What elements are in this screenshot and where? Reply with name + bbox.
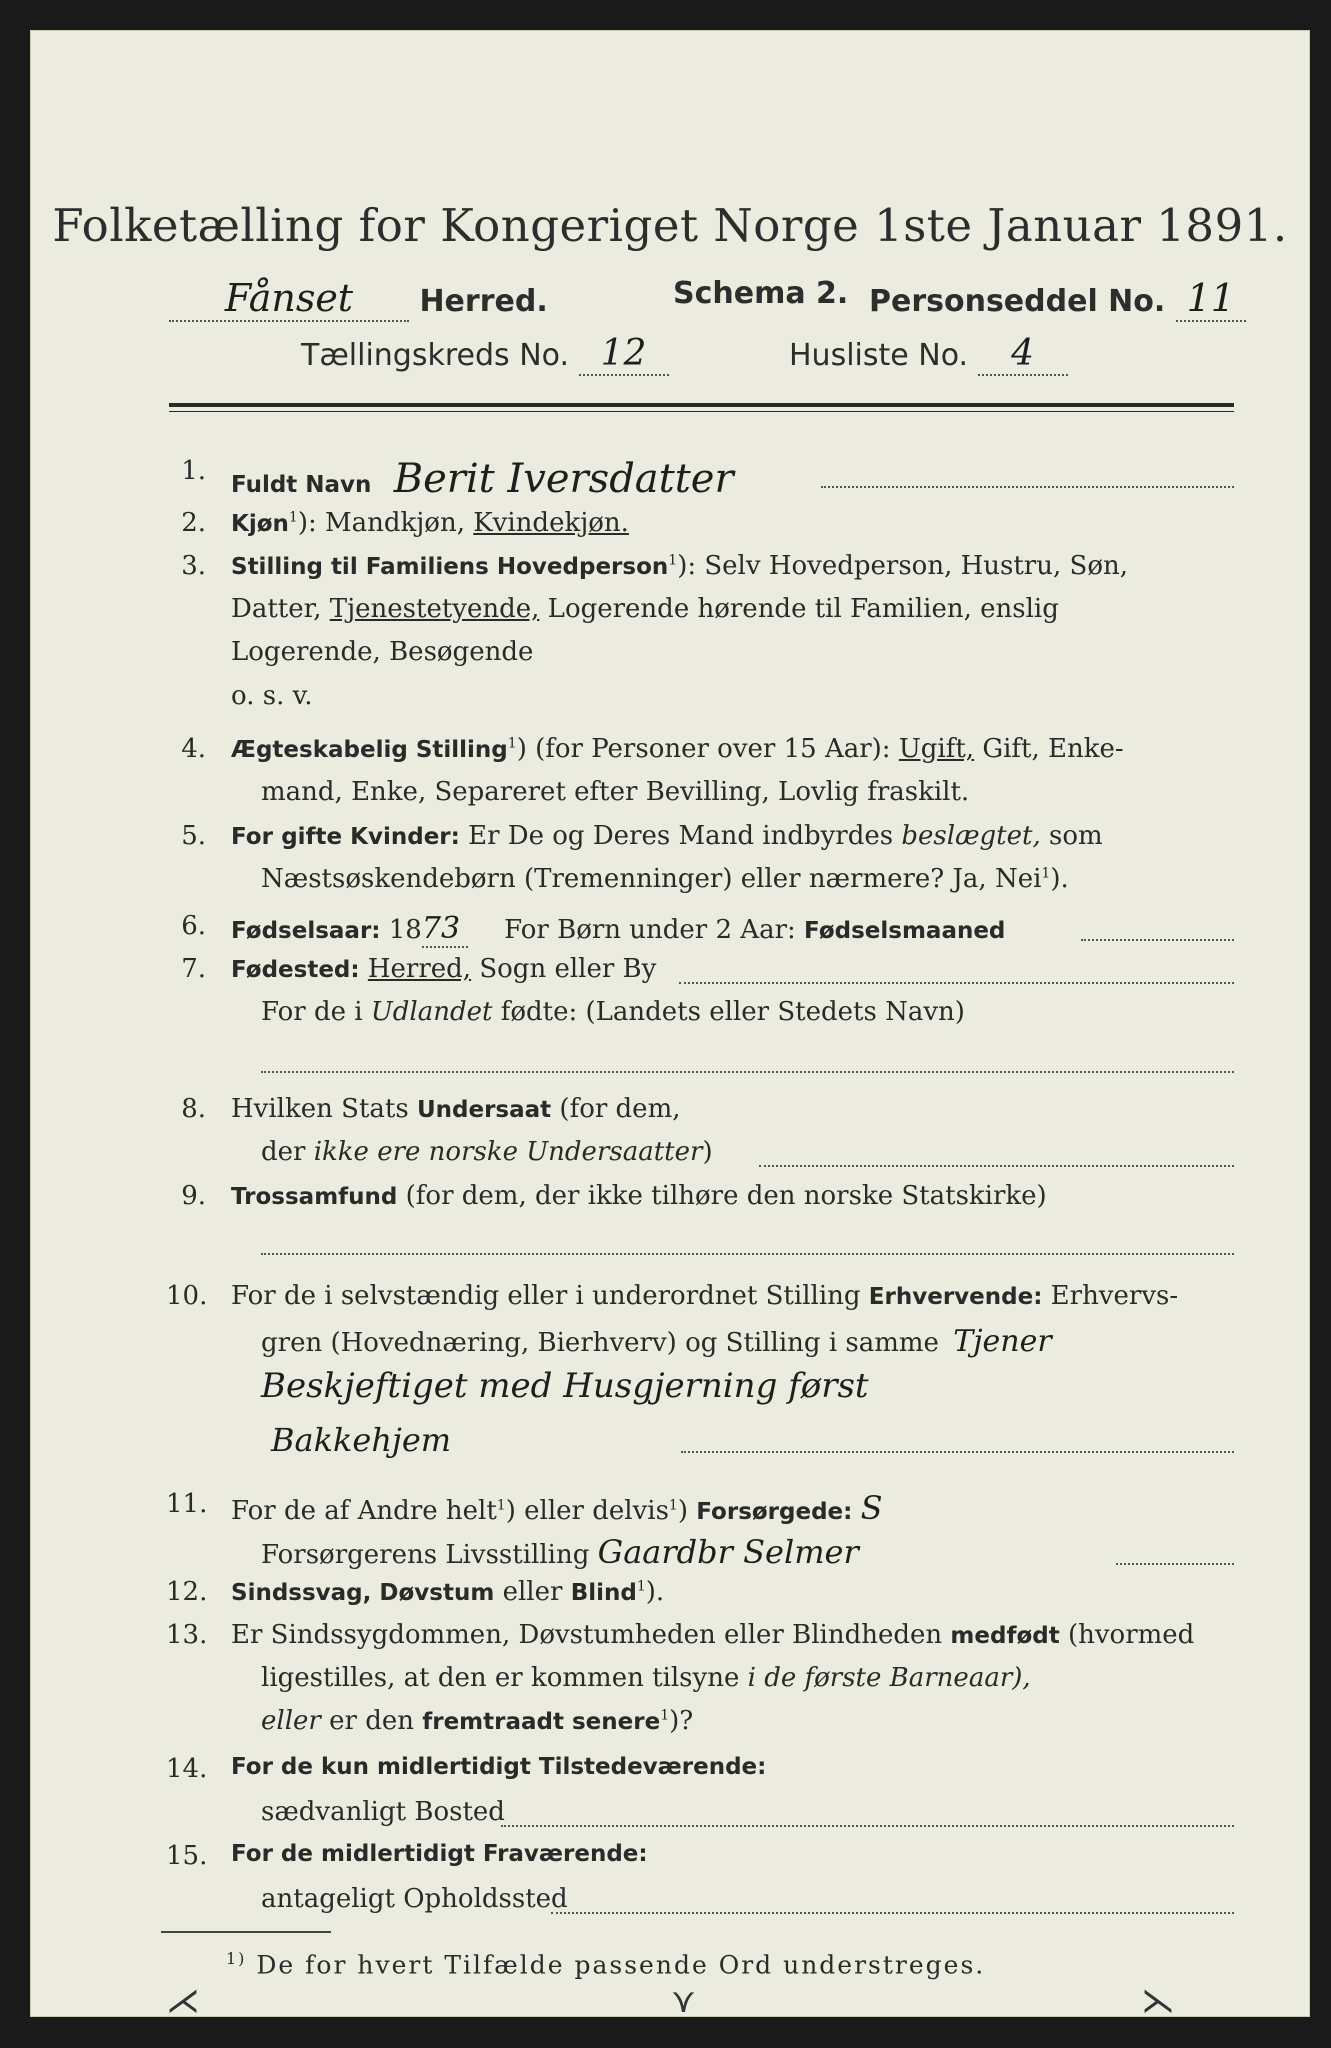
item-number: 1. xyxy=(181,456,206,486)
birth-year-value: 73 xyxy=(422,911,468,948)
schema-label: Schema 2. xyxy=(673,276,849,311)
item-number: 9. xyxy=(181,1181,206,1211)
occupation-value-1: Tjener xyxy=(953,1324,1052,1359)
footnote-ref: 1 xyxy=(288,509,298,526)
footnote-ref: 1 xyxy=(636,1578,646,1595)
congenital-text: Er Sindssygdommen, Døvstumheden eller Blindheden xyxy=(231,1620,943,1650)
religion-text: (for dem, der ikke tilhøre den norske Statskirke) xyxy=(405,1181,1047,1211)
full-name-label: Fuldt Navn xyxy=(231,472,372,498)
footnote-ref: 1 xyxy=(660,1707,670,1724)
item-number: 7. xyxy=(181,954,206,984)
fill-line xyxy=(501,1825,1234,1827)
citizenship-text: Hvilken Stats xyxy=(231,1094,409,1124)
fill-line xyxy=(261,1071,1234,1073)
abroad-text-italic: Udlandet xyxy=(370,997,493,1027)
footnote-text: De for hvert Tilfælde passende Ord understreges. xyxy=(256,1950,986,1980)
personseddel-value: 11 xyxy=(1176,276,1246,322)
footnote-ref: 1 xyxy=(668,1497,678,1514)
item-number: 6. xyxy=(181,911,206,941)
supported-value: S xyxy=(860,1489,883,1527)
occupation-text: For de i selvstændig eller i underordnet Stilling xyxy=(231,1281,861,1311)
footnote-ref: 1 xyxy=(668,552,678,569)
marital-selected: Ugift, xyxy=(898,734,975,764)
religion-label: Trossamfund xyxy=(231,1184,398,1210)
form-title: Folketælling for Kongeriget Norge 1ste Januar 1891. xyxy=(52,199,1288,252)
census-form: Folketælling for Kongeriget Norge 1ste Januar 1891. Fånset Herred. Schema 2. Personseddel No. 11 Tællingskreds No. 12 Husliste No. 4 1. Fuldt Navn Berit Iversdatter 2. Kjøn$^1$): Mandkjøn, Kvindekjøn. 3. Stilling til Familiens Hovedperson$^1$): Selv Hovedperson, Hustru, Søn, Datter, Tjenestetyende, Logerende hørende til Familien, enslig Logerende, Besøgende o. s. v. 4. Ægteskabelig Stilling$^1$) (for Personer over 15 Aar): Ugift, Gift, Enke- mand, Enke, Separeret efter Bevilling, Lovlig fraskilt. 5. For gifte Kvinder: Er De og Deres Mand indbyrdes beslægtet, som Næstsøskendebørn (Tremenninger) eller nærmere? Ja, Nei$^1$). 6. Fødselsaar: 1873 For Børn under 2 Aar: Fødselsmaaned 7. Fødested: Herred, Sogn eller By For de i Udlandet fødte: (Landets eller Stedets Navn) 8. Hvilken Stats Undersaat (for dem, der ikke ere norske Undersaatter) 9. Trossamfund (for dem, der ikke tilhøre den norske Statskirke) 10. For de i selvstændig eller i underordnet Stilling Erhvervende: Erhvervs- gren (Hovednæring, Bierhverv) og Stilling i samme Tjener Beskjeftiget med Husgjerning først Bakkehjem 11. For de af Andre helt$^1$) eller delvis$^1$) Forsørgede: S Forsørgerens Livsstilling Gaardbr Selmer 12. Sindssvag, Døvstum eller Blind$^1$). 13. Er Sindssygdommen, Døvstumheden eller Blindheden medfødt (hvormed ligestilles, at den er kommen tilsyne i de første Barneaar), eller er den fremtraadt senere$^1$)? 14. For de kun midlertidigt Tilstedeværende: sædvanligt Bosted 15. For de midlertidigt Fraværende: antageligt Opholdssted $^{1)}$ De for hvert Tilfælde passende Ord understreges. ⋌ ⋎ ⋋ xyxy=(30,30,1310,2017)
abroad-text-end: fødte: (Landets eller Stedets Navn) xyxy=(500,997,965,1027)
item-number: 11. xyxy=(166,1489,208,1519)
birth-year-prefix: 18 xyxy=(388,915,422,945)
usual-residence-text: sædvanligt Bosted xyxy=(261,1797,505,1827)
item-number: 14. xyxy=(166,1754,208,1784)
herred-label: Herred. xyxy=(419,284,548,319)
married-women-label: gifte Kvinder: xyxy=(281,824,460,850)
birthplace-options: Sogn eller By xyxy=(479,954,657,984)
married-women-label-a: For xyxy=(231,824,273,850)
sex-selected: Kvindekjøn. xyxy=(473,508,629,538)
sex-options: ): Mandkjøn, xyxy=(297,508,465,538)
temporary-present-label: For de kun midlertidigt Tilstedeværende: xyxy=(231,1754,767,1780)
later-label: fremtraadt senere xyxy=(422,1709,661,1735)
husliste-value: 4 xyxy=(978,333,1068,376)
footnote xyxy=(226,1949,985,1979)
married-women-text-end: som xyxy=(1048,821,1103,851)
registration-mark-center: ⋎ xyxy=(671,1981,696,2021)
personseddel-label: Personseddel No. xyxy=(869,284,1166,319)
footnote-ref: 1 xyxy=(1041,865,1051,882)
birth-month-text: For Børn under 2 Aar: xyxy=(504,915,796,945)
fill-line xyxy=(759,1165,1234,1167)
kreds-line xyxy=(301,333,669,376)
item-number: 4. xyxy=(181,734,206,764)
kreds-value: 12 xyxy=(579,333,669,376)
later-text-italic: eller xyxy=(261,1706,321,1736)
herred-value: Fånset xyxy=(169,276,409,322)
fill-line xyxy=(681,1451,1234,1453)
item-number: 5. xyxy=(181,821,206,851)
citizenship-text-end: (for dem, xyxy=(559,1094,681,1124)
supported-text-2: ) eller delvis xyxy=(505,1496,669,1526)
fill-line xyxy=(261,1253,1234,1255)
registration-mark-left: ⋌ xyxy=(166,1981,200,2021)
position-options-1: ): Selv Hovedperson, Hustru, Søn, xyxy=(677,551,1128,581)
herred-line xyxy=(169,276,548,322)
married-women-text: Er De og Deres Mand indbyrdes xyxy=(468,821,894,851)
item-number: 3. xyxy=(181,551,206,581)
marital-options-2: mand, Enke, Separeret efter Bevilling, Lovlig fraskilt. xyxy=(261,777,970,807)
fill-line xyxy=(679,982,1234,984)
congenital-text-end: (hvormed xyxy=(1067,1620,1195,1650)
disability-label-2: Blind xyxy=(570,1580,637,1606)
item-number: 15. xyxy=(166,1841,208,1871)
marital-options: Gift, Enke- xyxy=(982,734,1124,764)
position-label: Stilling til Familiens Hovedperson xyxy=(231,554,669,580)
disability-label: Sindssvag, Døvstum xyxy=(231,1580,495,1606)
supported-label: Forsørgede: xyxy=(696,1499,853,1525)
footnote-rule xyxy=(161,1931,331,1933)
citizenship-label: Undersaat xyxy=(416,1097,552,1123)
birth-month-label: Fødselsmaaned xyxy=(804,918,1006,944)
item-number: 12. xyxy=(166,1577,208,1607)
kreds-label: Tællingskreds No. xyxy=(301,338,569,373)
fill-line xyxy=(1116,1563,1234,1565)
item-number: 2. xyxy=(181,508,206,538)
married-women-text-italic: beslægtet, xyxy=(901,821,1041,851)
husliste-label: Husliste No. xyxy=(789,338,969,373)
provider-value: Gaardbr Selmer xyxy=(597,1533,859,1571)
congenital-label: medfødt xyxy=(950,1623,1060,1649)
occupation-text-2: gren (Hovednæring, Bierhverv) og Stilling i samme xyxy=(261,1328,939,1358)
registration-mark-right: ⋋ xyxy=(1141,1981,1175,2021)
occupation-text-end: Erhvervs- xyxy=(1050,1281,1179,1311)
item-number: 10. xyxy=(166,1281,208,1311)
personseddel-line xyxy=(869,276,1246,322)
item-number: 13. xyxy=(166,1620,208,1650)
citizenship-text-2: der xyxy=(261,1137,306,1167)
provider-text: Forsørgerens Livsstilling xyxy=(261,1540,590,1570)
married-women-text-2: Næstsøskendebørn (Tremenninger) eller nærmere? Ja, Nei xyxy=(261,864,1042,894)
position-options-4: o. s. v. xyxy=(231,681,313,711)
marital-text: ) (for Personer over 15 Aar): xyxy=(516,734,891,764)
marital-label: Ægteskabelig Stilling xyxy=(231,737,508,763)
presumed-residence-text: antageligt Opholdssted xyxy=(261,1884,568,1914)
birthplace-selected: Herred, xyxy=(367,954,472,984)
abroad-text: For de i xyxy=(261,997,363,1027)
fill-line xyxy=(821,486,1234,488)
birthplace-label: Fødested: xyxy=(231,957,360,983)
later-text-end: )? xyxy=(669,1706,694,1736)
footnote-ref: 1 xyxy=(507,735,517,752)
later-text: er den xyxy=(329,1706,414,1736)
header-rule-thick xyxy=(169,403,1234,407)
position-options-3: Logerende, Besøgende xyxy=(231,637,534,667)
supported-text: For de af Andre helt xyxy=(231,1496,497,1526)
congenital-text-italic: i de første Barneaar), xyxy=(747,1663,1031,1693)
husliste-line xyxy=(789,333,1068,376)
position-selected: Tjenestetyende, xyxy=(329,594,540,624)
footnote-ref: 1 xyxy=(496,1497,506,1514)
header-rule-thin xyxy=(169,411,1234,412)
position-option: Logerende hørende til Familien, enslig xyxy=(547,594,1059,624)
disability-text: eller xyxy=(502,1577,563,1607)
item-number: 8. xyxy=(181,1094,206,1124)
congenital-text-2: ligestilles, at den er kommen tilsyne xyxy=(261,1663,740,1693)
citizenship-text-italic: ikke ere norske Undersaatter xyxy=(313,1137,703,1167)
occupation-value-2: Beskjeftiget med Husgjerning først xyxy=(261,1366,869,1406)
occupation-label: Erhvervende: xyxy=(868,1284,1043,1310)
sex-label: Kjøn xyxy=(231,511,289,537)
temporary-absent-label: For de midlertidigt Fraværende: xyxy=(231,1841,648,1867)
occupation-value-3: Bakkehjem xyxy=(271,1421,452,1459)
footnote-mark: 1) xyxy=(226,1949,247,1968)
full-name-value: Berit Iversdatter xyxy=(393,456,734,502)
position-option: Datter, xyxy=(231,594,322,624)
birth-year-label: Fødselsaar: xyxy=(231,918,381,944)
fill-line xyxy=(551,1912,1234,1914)
fill-line xyxy=(1081,939,1234,941)
